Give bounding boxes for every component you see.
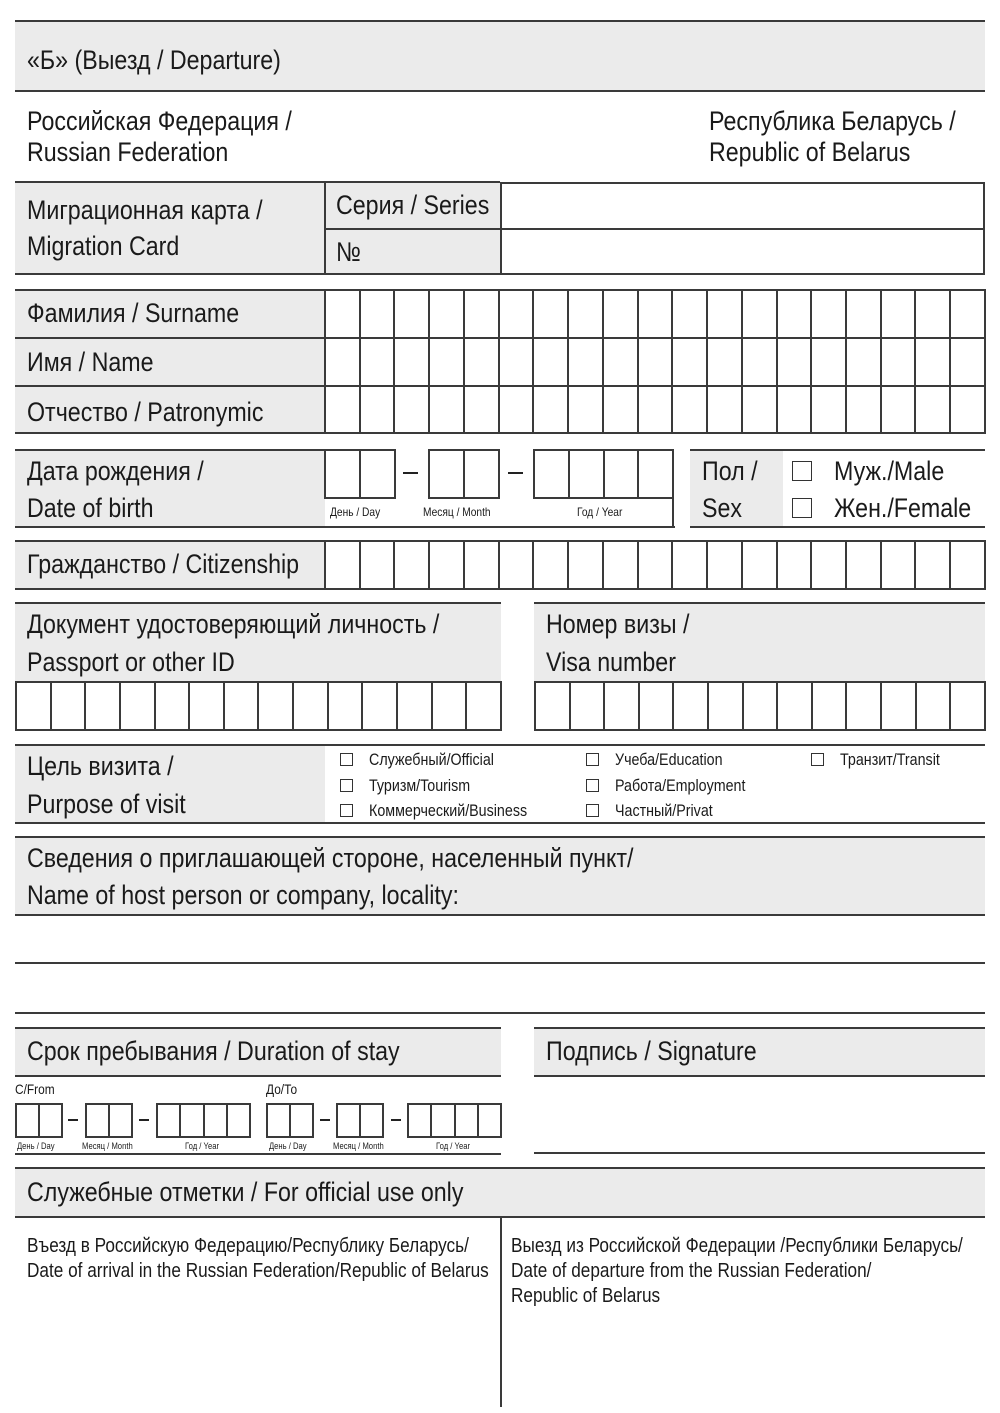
host-label-band	[15, 838, 985, 914]
character-cell[interactable]	[744, 683, 779, 729]
character-cell[interactable]	[847, 387, 882, 432]
character-cell[interactable]	[673, 542, 708, 588]
stay-from-label: С/From	[15, 1081, 55, 1097]
character-cell[interactable]	[778, 542, 813, 588]
character-cell[interactable]	[743, 542, 778, 588]
character-cell[interactable]	[534, 387, 569, 432]
dash-separator	[68, 1119, 78, 1121]
character-cell[interactable]	[500, 291, 535, 337]
series-input[interactable]	[500, 182, 985, 228]
dash-separator	[403, 472, 418, 474]
purpose-option-private[interactable]	[586, 799, 796, 821]
divider	[15, 1153, 501, 1155]
character-cell[interactable]	[395, 339, 430, 385]
character-cell[interactable]	[326, 339, 361, 385]
stay-from-year-input[interactable]	[156, 1103, 251, 1138]
character-cell[interactable]	[465, 339, 500, 385]
character-cell[interactable]	[433, 683, 468, 729]
stay-to-month-caption: Месяц / Month	[333, 1141, 384, 1151]
character-cell[interactable]	[778, 683, 813, 729]
arrival-label-ru: Въезд в Российскую Федерацию/Республику Беларусь/	[27, 1235, 469, 1257]
divider	[15, 181, 500, 183]
citizenship-label-cell	[15, 542, 325, 588]
character-cell[interactable]	[604, 291, 639, 337]
character-cell[interactable]	[673, 339, 708, 385]
character-cell[interactable]	[708, 542, 743, 588]
country-right-en: Republic of Belarus	[709, 137, 911, 167]
private-checkbox[interactable]	[586, 804, 599, 817]
character-cell[interactable]	[813, 683, 848, 729]
form-title: «Б» (Выезд / Departure)	[27, 45, 281, 75]
dash-separator	[391, 1119, 401, 1121]
divider	[15, 273, 500, 275]
divider	[325, 228, 500, 230]
character-cell[interactable]	[916, 291, 951, 337]
character-cell[interactable]	[430, 291, 465, 337]
character-cell[interactable]	[569, 542, 604, 588]
purpose-label-en: Purpose of visit	[27, 789, 186, 819]
departure-label-ru: Выезд из Российской Федерации /Республики Беларусь/	[511, 1235, 963, 1257]
migration-card-label-en: Migration Card	[27, 231, 180, 261]
character-cell[interactable]	[395, 387, 430, 432]
dash-separator	[320, 1119, 330, 1121]
name-label: Имя / Name	[27, 347, 154, 377]
passport-label-ru: Документ удостоверяющий личность /	[27, 609, 440, 639]
citizenship-input-grid[interactable]	[324, 540, 986, 590]
birth-label-en: Date of birth	[27, 493, 154, 523]
host-line-2-input[interactable]	[15, 966, 985, 1014]
male-checkbox[interactable]	[792, 461, 812, 481]
character-cell[interactable]	[743, 339, 778, 385]
form-title-band	[15, 22, 985, 90]
employment-checkbox[interactable]	[586, 779, 599, 792]
character-cell[interactable]	[467, 683, 502, 729]
stay-from-day-caption: День / Day	[17, 1141, 55, 1151]
character-cell[interactable]	[743, 291, 778, 337]
character-cell[interactable]	[395, 542, 430, 588]
stay-to-year-caption: Год / Year	[436, 1141, 471, 1151]
stay-from-month-caption: Месяц / Month	[82, 1141, 133, 1151]
character-cell[interactable]	[847, 683, 882, 729]
character-cell[interactable]	[778, 291, 813, 337]
character-cell[interactable]	[812, 542, 847, 588]
signature-label-band	[534, 1029, 985, 1075]
male-label: Муж./Male	[834, 456, 945, 486]
patronymic-input-grid[interactable]	[324, 385, 986, 434]
character-cell[interactable]	[398, 683, 433, 729]
character-cell[interactable]	[571, 683, 606, 729]
divider	[15, 526, 675, 528]
character-cell[interactable]	[882, 387, 917, 432]
official-checkbox[interactable]	[340, 753, 353, 766]
character-cell[interactable]	[708, 387, 743, 432]
sex-label-en: Sex	[702, 493, 743, 523]
character-cell[interactable]	[395, 291, 430, 337]
host-label-en: Name of host person or company, locality:	[27, 880, 459, 910]
character-cell[interactable]	[326, 387, 361, 432]
divider	[15, 90, 985, 92]
character-cell[interactable]	[639, 291, 674, 337]
character-cell[interactable]	[882, 291, 917, 337]
character-cell[interactable]	[156, 683, 191, 729]
character-cell[interactable]	[743, 387, 778, 432]
character-cell[interactable]	[534, 542, 569, 588]
birth-year-caption: Год / Year	[577, 505, 623, 519]
character-cell[interactable]	[465, 291, 500, 337]
stay-to-day-input[interactable]	[266, 1103, 314, 1138]
migration-card-label-ru: Миграционная карта /	[27, 195, 263, 225]
character-cell[interactable]	[778, 339, 813, 385]
character-cell[interactable]	[708, 291, 743, 337]
country-left-ru: Российская Федерация /	[27, 106, 292, 136]
character-cell[interactable]	[294, 683, 329, 729]
patronymic-label: Отчество / Patronymic	[27, 397, 264, 427]
series-label: Серия / Series	[336, 190, 490, 220]
character-cell[interactable]	[917, 683, 952, 729]
number-input[interactable]	[500, 228, 985, 275]
visa-label-en: Visa number	[546, 647, 676, 677]
character-cell[interactable]	[569, 339, 604, 385]
character-cell[interactable]	[639, 339, 674, 385]
character-cell[interactable]	[430, 542, 465, 588]
character-cell[interactable]	[500, 339, 535, 385]
character-cell[interactable]	[326, 542, 361, 588]
character-cell[interactable]	[604, 339, 639, 385]
passport-label-en: Passport or other ID	[27, 647, 235, 677]
character-cell[interactable]	[363, 683, 398, 729]
departure-label-en: Date of departure from the Russian Federation/	[511, 1260, 872, 1282]
character-cell[interactable]	[430, 387, 465, 432]
character-cell[interactable]	[225, 683, 260, 729]
character-cell[interactable]	[605, 683, 640, 729]
stay-to-label: До/То	[266, 1081, 298, 1097]
character-cell[interactable]	[536, 683, 571, 729]
stay-label-band	[15, 1029, 501, 1075]
education-label: Учеба/Education	[615, 750, 723, 769]
character-cell[interactable]	[674, 683, 709, 729]
birth-month-caption: Месяц / Month	[423, 505, 491, 519]
divider	[15, 432, 325, 434]
transit-checkbox[interactable]	[811, 753, 824, 766]
business-checkbox[interactable]	[340, 804, 353, 817]
birth-month-input[interactable]	[428, 449, 500, 499]
character-cell[interactable]	[361, 387, 396, 432]
dash-separator	[139, 1119, 149, 1121]
country-left-en: Russian Federation	[27, 137, 229, 167]
character-cell[interactable]	[465, 542, 500, 588]
character-cell[interactable]	[569, 387, 604, 432]
purpose-option-employment[interactable]	[586, 774, 796, 796]
number-label: №	[336, 237, 361, 267]
character-cell[interactable]	[951, 542, 986, 588]
character-cell[interactable]	[604, 542, 639, 588]
country-right-ru: Республика Беларусь /	[709, 106, 956, 136]
host-label-ru: Сведения о приглашающей стороне, населенный пункт/	[27, 843, 634, 873]
character-cell[interactable]	[361, 542, 396, 588]
character-cell[interactable]	[882, 542, 917, 588]
visa-input-grid[interactable]	[534, 681, 986, 731]
stay-to-day-caption: День / Day	[269, 1141, 307, 1151]
character-cell[interactable]	[465, 387, 500, 432]
character-cell[interactable]	[430, 339, 465, 385]
stay-to-year-input[interactable]	[407, 1103, 502, 1138]
character-cell[interactable]	[916, 387, 951, 432]
visa-label-cell	[534, 604, 985, 681]
purpose-option-business[interactable]	[340, 799, 570, 821]
character-cell[interactable]	[916, 339, 951, 385]
education-checkbox[interactable]	[586, 753, 599, 766]
migration-card-label-cell	[15, 182, 325, 274]
arrival-stamp-area	[15, 1218, 499, 1408]
passport-label-cell	[15, 604, 501, 681]
character-cell[interactable]	[709, 683, 744, 729]
character-cell[interactable]	[86, 683, 121, 729]
female-checkbox[interactable]	[792, 498, 812, 518]
divider	[15, 449, 325, 451]
character-cell[interactable]	[951, 683, 986, 729]
character-cell[interactable]	[882, 683, 917, 729]
character-cell[interactable]	[500, 387, 535, 432]
sex-male-option[interactable]	[790, 456, 980, 486]
visa-label-ru: Номер визы /	[546, 609, 690, 639]
character-cell[interactable]	[640, 683, 675, 729]
tourism-label: Туризм/Tourism	[369, 776, 471, 795]
official-label-band	[15, 1169, 985, 1216]
transit-label: Транзит/Transit	[840, 750, 940, 769]
passport-input-grid[interactable]	[15, 681, 502, 731]
character-cell[interactable]	[951, 291, 986, 337]
character-cell[interactable]	[361, 339, 396, 385]
surname-input-grid[interactable]	[324, 289, 986, 339]
tourism-checkbox[interactable]	[340, 779, 353, 792]
private-label: Частный/Privat	[615, 801, 713, 820]
names-label-column	[15, 290, 325, 433]
character-cell[interactable]	[847, 291, 882, 337]
character-cell[interactable]	[534, 291, 569, 337]
character-cell[interactable]	[882, 339, 917, 385]
character-cell[interactable]	[500, 542, 535, 588]
departure-stamp-area	[502, 1218, 985, 1408]
purpose-label-ru: Цель визита /	[27, 751, 174, 781]
signature-label: Подпись / Signature	[546, 1036, 757, 1066]
official-label: Служебный/Official	[369, 750, 494, 769]
female-label: Жен./Female	[834, 493, 972, 523]
character-cell[interactable]	[916, 542, 951, 588]
character-cell[interactable]	[17, 683, 52, 729]
stay-to-month-input[interactable]	[336, 1103, 384, 1138]
stay-from-day-input[interactable]	[15, 1103, 63, 1138]
divider	[15, 385, 325, 387]
stay-label: Срок пребывания / Duration of stay	[27, 1036, 400, 1066]
name-input-grid[interactable]	[324, 337, 986, 387]
character-cell[interactable]	[604, 387, 639, 432]
character-cell[interactable]	[190, 683, 225, 729]
character-cell[interactable]	[673, 387, 708, 432]
character-cell[interactable]	[329, 683, 364, 729]
birth-label-cell	[15, 450, 325, 526]
character-cell[interactable]	[639, 542, 674, 588]
character-cell[interactable]	[708, 339, 743, 385]
birth-year-input[interactable]	[533, 449, 674, 499]
employment-label: Работа/Employment	[615, 776, 746, 795]
character-cell[interactable]	[52, 683, 87, 729]
purpose-option-tourism[interactable]	[340, 774, 570, 796]
divider	[15, 289, 325, 291]
divider	[15, 337, 325, 339]
character-cell[interactable]	[847, 339, 882, 385]
character-cell[interactable]	[121, 683, 156, 729]
sex-female-option[interactable]	[790, 493, 980, 523]
stay-from-month-input[interactable]	[85, 1103, 133, 1138]
character-cell[interactable]	[812, 291, 847, 337]
sex-label-ru: Пол /	[702, 456, 758, 486]
purpose-option-official[interactable]	[340, 748, 570, 770]
stay-from-year-caption: Год / Year	[185, 1141, 220, 1151]
arrival-label-en: Date of arrival in the Russian Federation/Republic of Belarus	[27, 1260, 489, 1282]
citizenship-label: Гражданство / Citizenship	[27, 549, 300, 579]
sex-label-cell	[690, 451, 783, 526]
character-cell[interactable]	[951, 387, 986, 432]
character-cell[interactable]	[534, 339, 569, 385]
official-use-label: Служебные отметки / For official use only	[27, 1177, 464, 1207]
character-cell[interactable]	[569, 291, 604, 337]
divider	[15, 1075, 501, 1077]
divider	[15, 588, 325, 590]
host-line-1-input[interactable]	[15, 916, 985, 964]
dash-separator	[508, 472, 523, 474]
birth-day-caption: День / Day	[330, 505, 381, 519]
character-cell[interactable]	[326, 291, 361, 337]
signature-field[interactable]	[534, 1077, 985, 1154]
surname-label: Фамилия / Surname	[27, 298, 240, 328]
character-cell[interactable]	[361, 291, 396, 337]
birth-label-ru: Дата рождения /	[27, 456, 204, 486]
character-cell[interactable]	[812, 387, 847, 432]
character-cell[interactable]	[673, 291, 708, 337]
birth-day-input[interactable]	[324, 449, 396, 499]
purpose-label-cell	[15, 746, 325, 822]
character-cell[interactable]	[639, 387, 674, 432]
departure-label-en-2: Republic of Belarus	[511, 1285, 661, 1307]
business-label: Коммерческий/Business	[369, 801, 528, 820]
character-cell[interactable]	[951, 339, 986, 385]
character-cell[interactable]	[812, 339, 847, 385]
purpose-option-transit[interactable]	[811, 748, 981, 770]
character-cell[interactable]	[847, 542, 882, 588]
character-cell[interactable]	[259, 683, 294, 729]
character-cell[interactable]	[778, 387, 813, 432]
purpose-option-education[interactable]	[586, 748, 796, 770]
